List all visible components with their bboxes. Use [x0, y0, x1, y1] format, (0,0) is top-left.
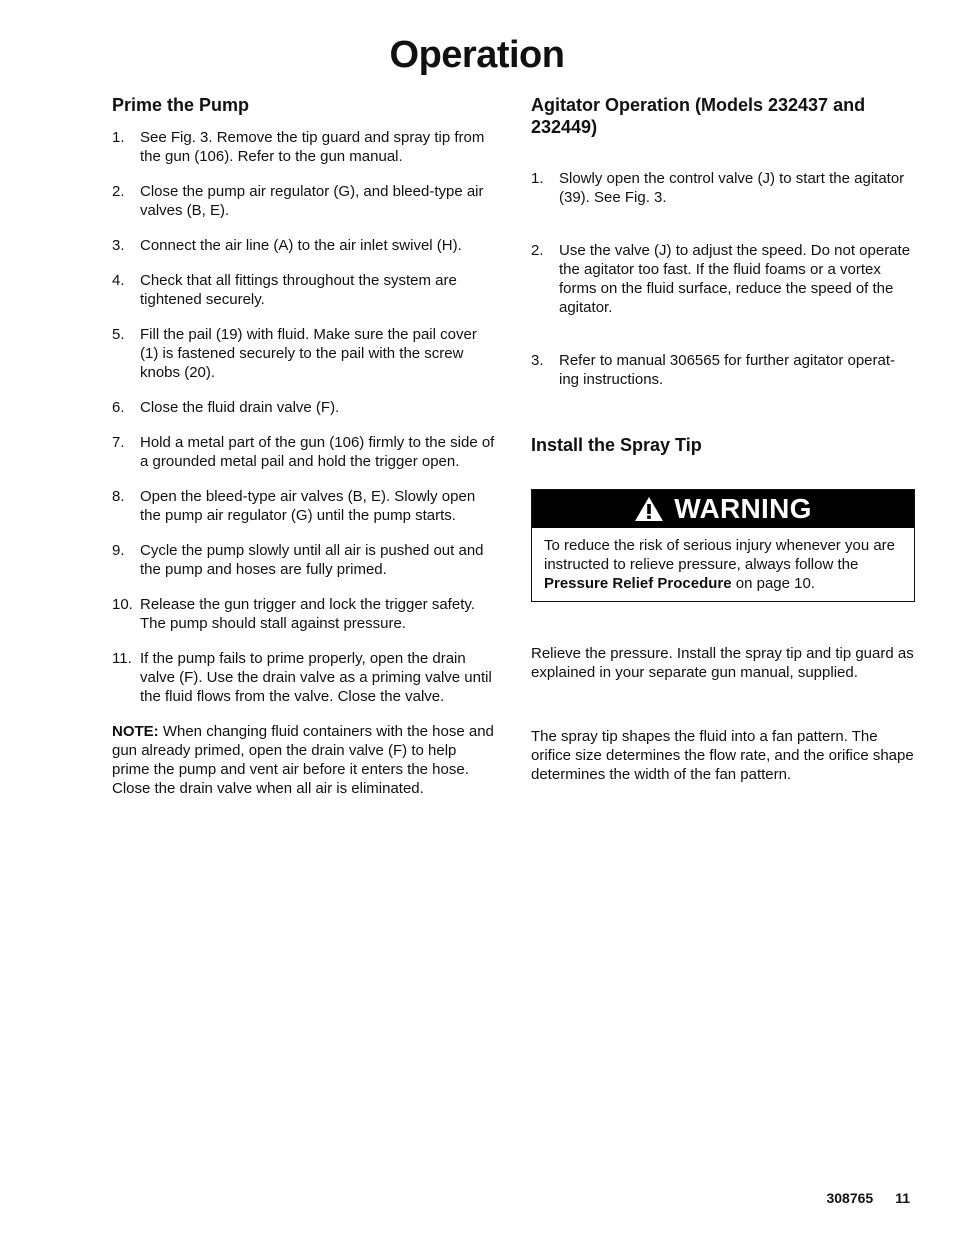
step-text: Refer to manual 306565 for further agitator operat-ing instructions.: [559, 352, 896, 388]
step-number: 6.: [112, 399, 125, 416]
spray-tip-paragraph: The spray tip shapes the fluid into a fan pattern. The orifice size determines the flow rate, and the orifice shape determines the width of the fan pattern.: [531, 728, 914, 783]
step-number: 4.: [112, 272, 125, 289]
step-number: 9.: [112, 542, 125, 559]
step-text: Release the gun trigger and lock the trigger safety. The pump should stall against pressure.: [140, 596, 475, 632]
step-text: Slowly open the control valve (J) to start the agitator (39). See Fig. 3.: [559, 170, 905, 206]
warning-header: [532, 490, 914, 528]
warning-box: [531, 489, 915, 602]
page-number: 11: [895, 1190, 910, 1206]
step-number: 2.: [112, 183, 125, 200]
install-paragraph: Relieve the pressure. Install the spray tip and tip guard as explained in your separate gun manual, supplied.: [531, 645, 914, 681]
step-number: 11.: [112, 650, 132, 667]
agitator-steps: [531, 169, 915, 389]
step-text: Connect the air line (A) to the air inlet swivel (H).: [140, 237, 462, 254]
warning-text-before: To reduce the risk of serious injury whenever you are instructed to relieve pressure, always follow the: [544, 537, 896, 573]
warning-title: WARNING: [674, 493, 812, 524]
step-text: Check that all fittings throughout the system are tightened securely.: [140, 272, 457, 308]
list-item: [112, 541, 496, 579]
list-item: [531, 169, 915, 207]
step-number: 1.: [112, 129, 125, 146]
step-text: Hold a metal part of the gun (106) firmly to the side of a grounded metal pail and hold the trigger open.: [140, 434, 495, 470]
list-item: [531, 351, 915, 389]
step-text: Use the valve (J) to adjust the speed. Do not operate the agitator too fast. If the fluid foams or a vortex forms on the fluid surface, reduce the speed of the agitator.: [559, 242, 911, 316]
list-item: [112, 433, 496, 471]
list-item: [112, 487, 496, 525]
step-number: 8.: [112, 488, 125, 505]
step-number: 5.: [112, 326, 125, 343]
pressure-relief-reference: Pressure Relief Procedure: [544, 575, 732, 592]
warning-triangle-icon: [634, 496, 664, 522]
warning-text-after: on page 10.: [731, 575, 816, 592]
step-text: Close the pump air regulator (G), and bleed-type air valves (B, E).: [140, 183, 484, 219]
step-number: 7.: [112, 434, 125, 451]
step-number: 2.: [531, 242, 544, 259]
agitator-heading: Agitator Operation (Models 232437 and 232449): [531, 95, 866, 137]
step-number: 1.: [531, 170, 544, 187]
prime-pump-heading: Prime the Pump: [112, 95, 250, 115]
list-item: [112, 128, 496, 166]
list-item: [112, 236, 496, 255]
page-title: Operation: [389, 34, 565, 76]
step-text: Cycle the pump slowly until all air is pushed out and the pump and hoses are fully primed.: [140, 542, 484, 578]
list-item: [112, 398, 496, 417]
step-number: 3.: [531, 352, 544, 369]
prime-pump-steps: [112, 128, 496, 706]
list-item: [112, 271, 496, 309]
step-text: Close the fluid drain valve (F).: [140, 399, 340, 416]
install-spray-tip-heading: Install the Spray Tip: [531, 435, 702, 455]
list-item: [112, 325, 496, 382]
list-item: [112, 649, 496, 706]
step-text: Fill the pail (19) with fluid. Make sure the pail cover (1) is fastened securely to the pail with the screw knobs (20).: [140, 326, 477, 381]
step-text: Open the bleed-type air valves (B, E). Slowly open the pump air regulator (G) until the pump starts.: [140, 488, 476, 524]
step-number: 10.: [112, 596, 133, 613]
note-label: NOTE:: [112, 723, 159, 740]
note-paragraph: [112, 722, 496, 798]
manual-number: 308765: [826, 1190, 874, 1206]
right-column: [531, 94, 915, 784]
step-text: See Fig. 3. Remove the tip guard and spray tip from the gun (106). Refer to the gun manual.: [140, 129, 485, 165]
warning-text: [532, 528, 914, 601]
note-text: When changing fluid containers with the hose and gun already primed, open the drain valve (F) to help prime the pump and vent air before it enters the hose. Close the drain valve when all air is eliminated.: [112, 723, 494, 797]
list-item: [112, 182, 496, 220]
left-column: [112, 94, 496, 798]
step-text: If the pump fails to prime properly, open the drain valve (F). Use the drain valve as a priming valve until the fluid flows from the valve. Close the valve.: [140, 650, 492, 705]
page-footer: [826, 1190, 910, 1206]
step-number: 3.: [112, 237, 125, 254]
list-item: [531, 241, 915, 317]
list-item: [112, 595, 496, 633]
